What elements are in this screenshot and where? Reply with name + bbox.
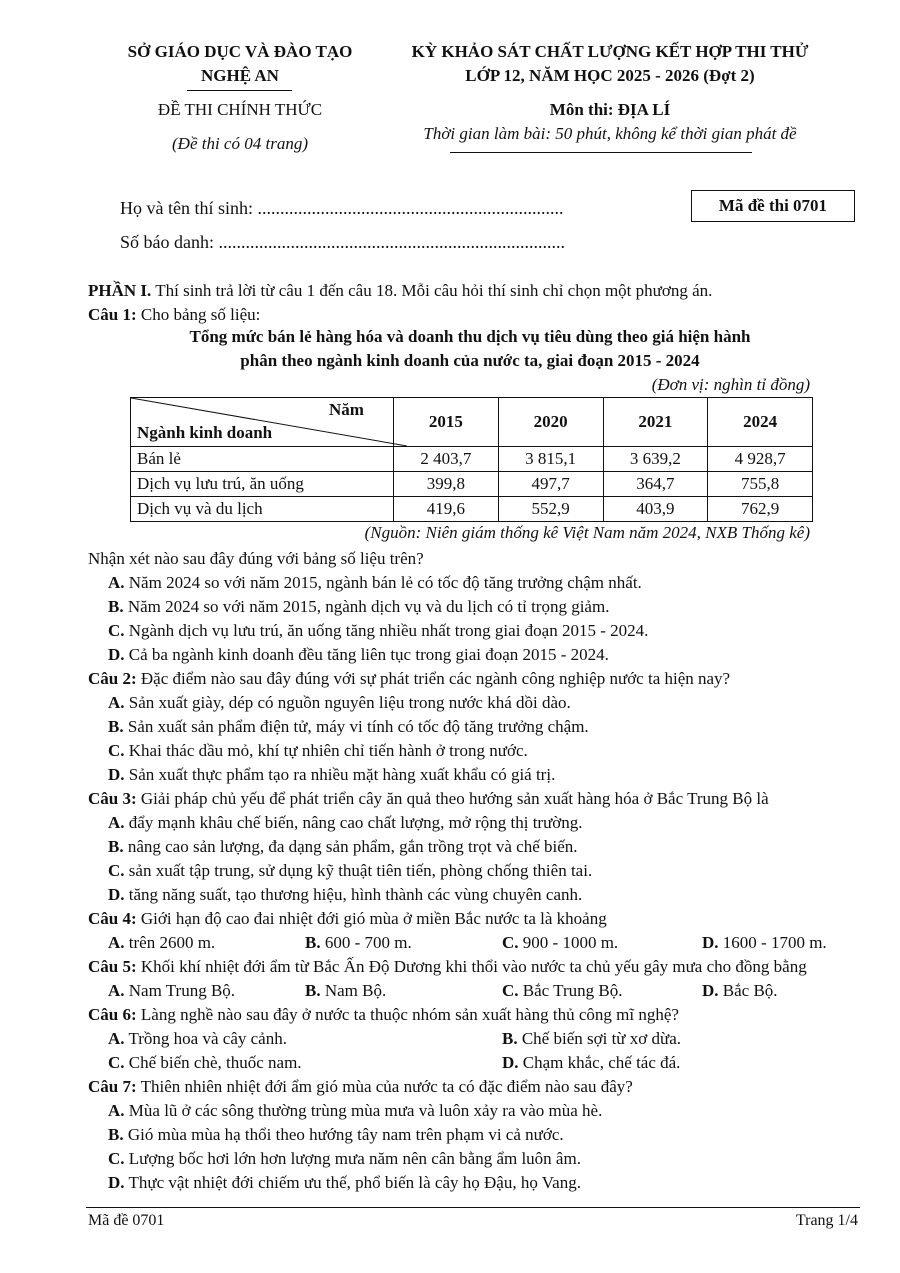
question-text: Cho bảng số liệu: xyxy=(140,305,261,324)
option-text: trên 2600 m. xyxy=(128,933,216,952)
option-b[interactable] xyxy=(305,979,386,1003)
option-text: Năm 2024 so với năm 2015, ngành bán lẻ có tốc độ tăng trưởng chậm nhất. xyxy=(128,573,642,592)
corner-year-label: Năm xyxy=(329,400,364,419)
option-letter: C. xyxy=(108,621,125,640)
option-letter: D. xyxy=(108,765,125,784)
exam-title1: KỲ KHẢO SÁT CHẤT LƯỢNG KẾT HỢP THI THỬ xyxy=(411,42,809,61)
option-text: Chạm khắc, chế tác đá. xyxy=(522,1053,681,1072)
option-text: Bắc Bộ. xyxy=(722,981,778,1000)
footer-code: Mã đề 0701 xyxy=(88,1212,165,1229)
option-text: Mùa lũ ở các sông thường trùng mùa mưa và luôn xảy ra vào mùa hè. xyxy=(128,1101,603,1120)
option-text: 1600 - 1700 m. xyxy=(722,933,827,952)
table-header-row xyxy=(131,398,813,447)
option-text: Trồng hoa và cây cảnh. xyxy=(128,1029,287,1048)
option-text: 900 - 1000 m. xyxy=(522,933,619,952)
row-label: Dịch vụ và du lịch xyxy=(131,497,394,522)
question-label: Câu 1: xyxy=(88,305,137,324)
year-header: 2021 xyxy=(603,398,708,447)
option-text: Khai thác dầu mỏ, khí tự nhiên chỉ tiến hành ở trong nước. xyxy=(128,741,528,760)
table-cell: 399,8 xyxy=(394,472,499,497)
option-c[interactable] xyxy=(502,931,618,955)
option-c[interactable] xyxy=(108,859,592,883)
divider xyxy=(450,152,752,153)
option-d[interactable] xyxy=(702,931,827,955)
option-letter: B. xyxy=(108,837,124,856)
option-letter: A. xyxy=(108,1029,125,1048)
option-letter: D. xyxy=(702,981,719,1000)
part1-instruction xyxy=(88,279,712,303)
candidate-id-field: Số báo danh: ............................................................................. xyxy=(120,232,565,252)
option-b[interactable] xyxy=(305,931,412,955)
option-letter: B. xyxy=(305,981,321,1000)
option-a[interactable] xyxy=(108,1099,602,1123)
option-a[interactable] xyxy=(108,931,215,955)
question-1 xyxy=(88,303,260,327)
question-label: Câu 7: xyxy=(88,1077,137,1096)
option-text: Nam Bộ. xyxy=(324,981,387,1000)
option-text: Sản xuất thực phẩm tạo ra nhiều mặt hàng xuất khẩu có giá trị. xyxy=(128,765,556,784)
option-letter: B. xyxy=(502,1029,518,1048)
option-letter: C. xyxy=(108,741,125,760)
footer-page-number: Trang 1/4 xyxy=(795,1212,858,1229)
part1-text: Thí sinh trả lời từ câu 1 đến câu 18. Mỗi câu hỏi thí sinh chỉ chọn một phương án. xyxy=(155,281,713,300)
option-letter: A. xyxy=(108,933,125,952)
header-left xyxy=(90,40,390,156)
table-cell: 403,9 xyxy=(603,497,708,522)
corner-sector-label: Ngành kinh doanh xyxy=(137,423,273,442)
candidate-name-field: Họ và tên thí sinh: .................................................................... xyxy=(120,198,564,218)
option-text: sản xuất tập trung, sử dụng kỹ thuật tiên tiến, phòng chống thiên tai. xyxy=(128,861,593,880)
option-a[interactable] xyxy=(108,811,583,835)
option-text: Sản xuất sản phẩm điện tử, máy vi tính có tốc độ tăng trưởng chậm. xyxy=(127,717,589,736)
question-text: Giải pháp chủ yếu để phát triển cây ăn quả theo hướng sản xuất hàng hóa ở Bắc Trung Bộ là xyxy=(140,789,769,808)
option-a[interactable] xyxy=(108,571,642,595)
question-label: Câu 3: xyxy=(88,789,137,808)
option-letter: A. xyxy=(108,813,125,832)
option-text: Sản xuất giày, dép có nguồn nguyên liệu trong nước khá dồi dào. xyxy=(128,693,571,712)
question-text: Làng nghề nào sau đây ở nước ta thuộc nhóm sản xuất hàng thủ công mĩ nghệ? xyxy=(140,1005,679,1024)
option-a[interactable] xyxy=(108,979,235,1003)
option-letter: C. xyxy=(108,1149,125,1168)
option-letter: D. xyxy=(702,933,719,952)
option-text: Năm 2024 so với năm 2015, ngành dịch vụ và du lịch có tỉ trọng giảm. xyxy=(127,597,610,616)
table-cell: 762,9 xyxy=(708,497,813,522)
question-text: Khối khí nhiệt đới ẩm từ Bắc Ấn Độ Dương khi thổi vào nước ta chủ yếu gây mưa cho đồng bằng xyxy=(140,957,807,976)
option-a[interactable] xyxy=(108,691,571,715)
option-letter: A. xyxy=(108,981,125,1000)
option-letter: A. xyxy=(108,573,125,592)
year-header: 2024 xyxy=(708,398,813,447)
exam-title2: LỚP 12, NĂM HỌC 2025 - 2026 (Đợt 2) xyxy=(465,66,755,85)
option-d[interactable] xyxy=(108,1171,581,1195)
question-7 xyxy=(88,1075,633,1099)
option-b[interactable] xyxy=(108,595,609,619)
option-letter: C. xyxy=(502,933,519,952)
subject: Môn thi: ĐỊA LÍ xyxy=(549,100,671,119)
option-text: Nam Trung Bộ. xyxy=(128,981,236,1000)
option-letter: D. xyxy=(108,1173,125,1192)
option-letter: B. xyxy=(108,1125,124,1144)
option-d[interactable] xyxy=(702,979,778,1003)
row-label: Dịch vụ lưu trú, ăn uống xyxy=(131,472,394,497)
option-c[interactable] xyxy=(108,619,648,643)
table-title-line2: phân theo ngành kinh doanh của nước ta, giai đoạn 2015 - 2024 xyxy=(240,351,700,370)
pages-note: (Đề thi có 04 trang) xyxy=(172,134,308,153)
option-letter: A. xyxy=(108,1101,125,1120)
option-letter: A. xyxy=(108,693,125,712)
option-text: Bắc Trung Bộ. xyxy=(522,981,623,1000)
option-c[interactable] xyxy=(108,1147,581,1171)
option-text: nâng cao sản lượng, đa dạng sản phẩm, gắn trồng trọt và chế biến. xyxy=(127,837,578,856)
option-text: Chế biến chè, thuốc nam. xyxy=(128,1053,302,1072)
table-cell: 2 403,7 xyxy=(394,447,499,472)
question-3 xyxy=(88,787,769,811)
table-cell: 497,7 xyxy=(498,472,603,497)
option-b[interactable] xyxy=(108,835,578,859)
question-label: Câu 6: xyxy=(88,1005,137,1024)
data-table xyxy=(130,397,813,522)
question-4 xyxy=(88,907,607,931)
question-text: Thiên nhiên nhiệt đới ẩm gió mùa của nước ta có đặc điểm nào sau đây? xyxy=(140,1077,633,1096)
option-letter: C. xyxy=(108,1053,125,1072)
question-6 xyxy=(88,1003,679,1027)
table-unit: (Đơn vị: nghìn tỉ đồng) xyxy=(651,375,810,394)
table-corner-cell xyxy=(131,398,394,447)
divider xyxy=(187,90,292,91)
table-row xyxy=(131,447,813,472)
option-c[interactable] xyxy=(108,1051,302,1075)
option-d[interactable] xyxy=(502,1051,680,1075)
option-text: đẩy mạnh khâu chế biến, nâng cao chất lượng, mở rộng thị trường. xyxy=(128,813,583,832)
option-letter: C. xyxy=(502,981,519,1000)
table-cell: 755,8 xyxy=(708,472,813,497)
year-header: 2015 xyxy=(394,398,499,447)
table-cell: 4 928,7 xyxy=(708,447,813,472)
option-letter: B. xyxy=(108,717,124,736)
table-cell: 3 639,2 xyxy=(603,447,708,472)
option-b[interactable] xyxy=(502,1027,681,1051)
table-row xyxy=(131,497,813,522)
option-text: Lượng bốc hơi lớn hơn lượng mưa năm nên cân bằng ẩm luôn âm. xyxy=(128,1149,581,1168)
option-letter: B. xyxy=(305,933,321,952)
option-text: Thực vật nhiệt đới chiếm ưu thế, phổ biến là cây họ Đậu, họ Vang. xyxy=(128,1173,581,1192)
option-b[interactable] xyxy=(108,1123,564,1147)
question-1-prompt: Nhận xét nào sau đây đúng với bảng số liệu trên? xyxy=(88,549,424,568)
question-text: Đặc điểm nào sau đây đúng với sự phát triển các ngành công nghiệp nước ta hiện nay? xyxy=(140,669,731,688)
year-header: 2020 xyxy=(498,398,603,447)
option-text: Ngành dịch vụ lưu trú, ăn uống tăng nhiều nhất trong giai đoạn 2015 - 2024. xyxy=(128,621,649,640)
question-5 xyxy=(88,955,807,979)
table-source: (Nguồn: Niên giám thống kê Việt Nam năm 2024, NXB Thống kê) xyxy=(364,523,810,542)
option-c[interactable] xyxy=(108,739,528,763)
question-2 xyxy=(88,667,730,691)
option-text: Gió mùa mùa hạ thổi theo hướng tây nam trên phạm vi cả nước. xyxy=(127,1125,564,1144)
option-c[interactable] xyxy=(502,979,622,1003)
option-text: tăng năng suất, tạo thương hiệu, hình thành các vùng chuyên canh. xyxy=(128,885,583,904)
option-letter: C. xyxy=(108,861,125,880)
option-d[interactable] xyxy=(108,763,555,787)
question-text: Giới hạn độ cao đai nhiệt đới gió mùa ở miền Bắc nước ta là khoảng xyxy=(140,909,607,928)
table-title-line1: Tổng mức bán lẻ hàng hóa và doanh thu dịch vụ tiêu dùng theo giá hiện hành xyxy=(189,327,751,346)
official-label: ĐỀ THI CHÍNH THỨC xyxy=(157,100,323,119)
table-cell: 552,9 xyxy=(498,497,603,522)
row-label: Bán lẻ xyxy=(131,447,394,472)
question-label: Câu 2: xyxy=(88,669,137,688)
option-d[interactable] xyxy=(108,643,609,667)
footer-rule xyxy=(86,1207,860,1208)
table-cell: 3 815,1 xyxy=(498,447,603,472)
table-row xyxy=(131,472,813,497)
option-letter: D. xyxy=(108,885,125,904)
part1-title: PHẦN I. xyxy=(88,281,152,300)
exam-code-box: Mã đề thi 0701 xyxy=(691,190,855,222)
option-d[interactable] xyxy=(108,883,582,907)
question-label: Câu 4: xyxy=(88,909,137,928)
dept-line2: NGHỆ AN xyxy=(201,66,279,85)
header-right xyxy=(385,40,835,146)
option-a[interactable] xyxy=(108,1027,287,1051)
table-cell: 364,7 xyxy=(603,472,708,497)
option-text: 600 - 700 m. xyxy=(324,933,412,952)
option-letter: D. xyxy=(108,645,125,664)
dept-line1: SỞ GIÁO DỤC VÀ ĐÀO TẠO xyxy=(127,42,353,61)
option-text: Chế biến sợi từ xơ dừa. xyxy=(521,1029,682,1048)
option-letter: D. xyxy=(502,1053,519,1072)
option-b[interactable] xyxy=(108,715,589,739)
table-cell: 419,6 xyxy=(394,497,499,522)
question-label: Câu 5: xyxy=(88,957,137,976)
time-note: Thời gian làm bài: 50 phút, không kể thời gian phát đề xyxy=(423,124,797,143)
option-letter: B. xyxy=(108,597,124,616)
option-text: Cả ba ngành kinh doanh đều tăng liên tục trong giai đoạn 2015 - 2024. xyxy=(128,645,609,664)
